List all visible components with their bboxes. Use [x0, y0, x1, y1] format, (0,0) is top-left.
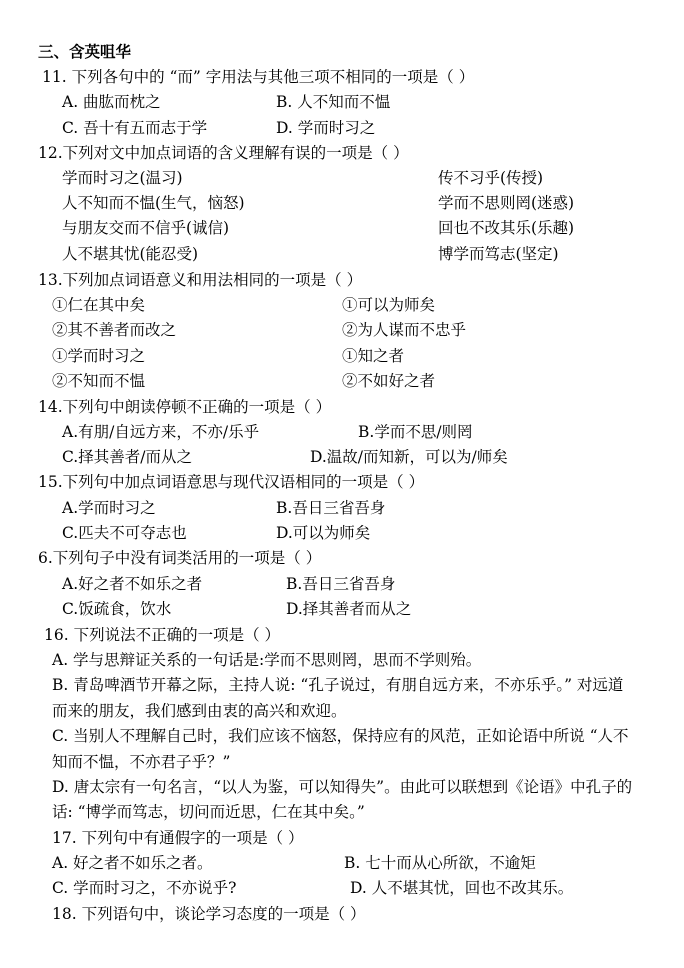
question-14-stem: 14.下列句中朗读停顿不正确的一项是（ ） — [38, 398, 332, 416]
question-15-option-a: A.学而时习之 — [62, 499, 156, 517]
question-15-option-c: C.匹夫不可夺志也 — [62, 524, 187, 542]
question-12-item: 博学而笃志(坚定) — [438, 245, 559, 263]
question-12-item: 传不习乎(传授) — [438, 169, 544, 187]
question-6-option-c: C.饭疏食，饮水 — [62, 600, 172, 618]
question-11-option-a: A. 曲肱而枕之 — [62, 93, 161, 111]
question-11-option-b: B. 人不知而不愠 — [276, 93, 391, 111]
question-13-item: ①知之者 — [342, 347, 405, 365]
question-15-option-d: D.可以为师矣 — [276, 524, 371, 542]
question-12-item: 回也不改其乐(乐趣) — [438, 219, 575, 237]
question-12-item: 人不堪其忧(能忍受) — [62, 245, 199, 263]
question-13-item: ②为人谋而不忠乎 — [342, 321, 467, 339]
question-17-option-c: C. 学而时习之，不亦说乎? — [52, 879, 237, 897]
question-11-stem: 11. 下列各句中的 “而” 字用法与其他三项不相同的一项是（ ） — [42, 68, 475, 86]
question-17-option-b: B. 七十而从心所欲，不逾矩 — [344, 854, 536, 872]
question-13-item: ②其不善者而改之 — [52, 321, 177, 339]
question-16-line: D. 唐太宗有一句名言，“以人为鉴，可以知得失”。由此可以联想到《论语》中孔子的 — [52, 778, 633, 796]
section-title: 三、含英咀华 — [38, 42, 132, 61]
question-13-stem: 13.下列加点词语意义和用法相同的一项是（ ） — [38, 271, 363, 289]
question-14-option-d: D.温故/而知新，可以为/师矣 — [310, 448, 508, 466]
question-14-option-a: A.有朋/自远方来，不亦/乐乎 — [62, 423, 260, 441]
question-6-stem: 6.下列句子中没有词类活用的一项是（ ） — [38, 549, 322, 567]
question-13-item: ①学而时习之 — [52, 347, 146, 365]
question-18-stem: 18. 下列语句中，谈论学习态度的一项是（ ） — [52, 905, 366, 923]
question-16-line: 话: “博学而笃志，切问而近思，仁在其中矣。” — [52, 803, 365, 821]
question-13-item: ②不知而不愠 — [52, 372, 146, 390]
question-12-item: 学而不思则罔(迷惑) — [438, 194, 575, 212]
question-15-option-b: B.吾日三省吾身 — [276, 499, 386, 517]
question-16-line: C. 当别人不理解自己时，我们应该不恼怒，保持应有的风范，正如论语中所说 “人不 — [52, 727, 629, 745]
question-16-line: A. 学与思辩证关系的一句话是:学而不思则罔，思而不学则殆。 — [52, 651, 482, 669]
question-12-item: 人不知而不愠(生气，恼怒) — [62, 194, 245, 212]
question-15-stem: 15.下列句中加点词语意思与现代汉语相同的一项是（ ） — [38, 473, 425, 491]
question-17-stem: 17. 下列句中有通假字的一项是（ ） — [52, 829, 304, 847]
question-6-option-b: B.吾日三省吾身 — [286, 575, 396, 593]
question-11-option-c: C. 吾十有五而志于学 — [62, 119, 208, 137]
question-13-item: ①仁在其中矣 — [52, 296, 146, 314]
question-12-item: 学而时习之(温习) — [62, 169, 183, 187]
question-14-option-b: B.学而不思/则罔 — [358, 423, 473, 441]
question-12-stem: 12.下列对文中加点词语的含义理解有误的一项是（ ） — [38, 144, 409, 162]
question-6-option-d: D.择其善者而从之 — [286, 600, 412, 618]
question-16-line: 而来的朋友，我们感到由衷的高兴和欢迎。 — [52, 702, 347, 720]
question-13-item: ①可以为师矣 — [342, 296, 436, 314]
question-16-stem: 16. 下列说法不正确的一项是（ ） — [44, 626, 281, 644]
question-13-item: ②不如好之者 — [342, 372, 436, 390]
question-14-option-c: C.择其善者/而从之 — [62, 448, 192, 466]
question-16-line: B. 青岛啤酒节开幕之际，主持人说: “孔子说过，有朋自远方来，不亦乐乎。” 对远道 — [52, 676, 624, 694]
question-6-option-a: A.好之者不如乐之者 — [62, 575, 203, 593]
question-12-item: 与朋友交而不信乎(诚信) — [62, 219, 230, 237]
question-17-option-d: D. 人不堪其忧，回也不改其乐。 — [350, 879, 574, 897]
question-11-option-d: D. 学而时习之 — [276, 119, 376, 137]
question-16-line: 知而不愠，不亦君子乎？” — [52, 753, 231, 771]
question-17-option-a: A. 好之者不如乐之者。 — [52, 854, 213, 872]
